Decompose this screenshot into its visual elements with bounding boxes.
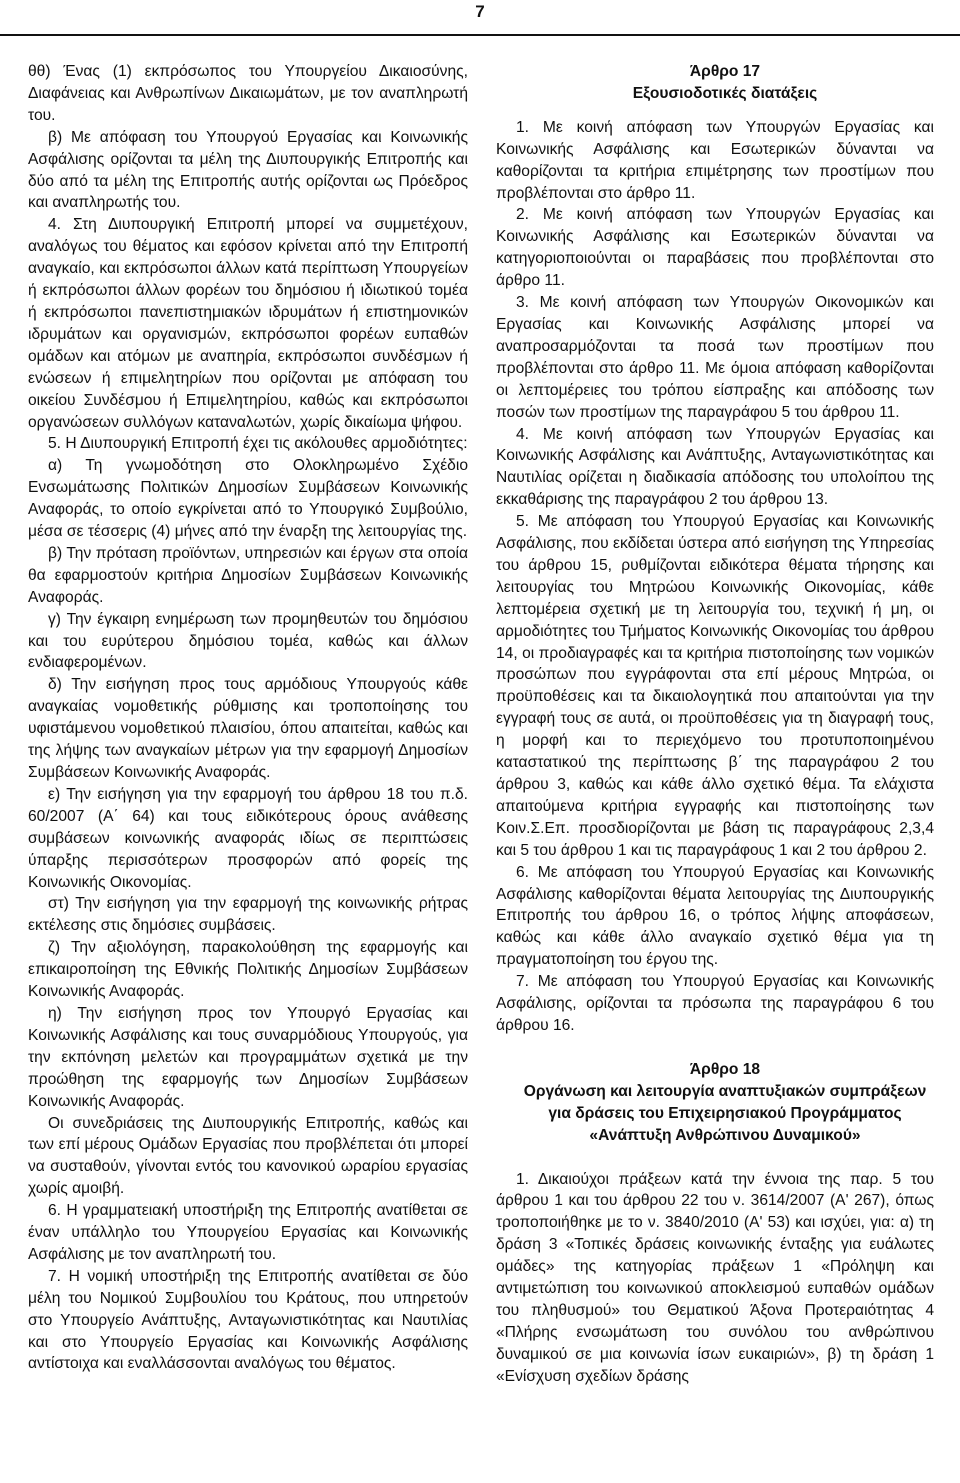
paragraph: 1. Δικαιούχοι πράξεων κατά την έννοια της παρ. 5 του άρθρου 1 και του άρθρου 22 του ν. 3614/2007 (Α' 267), όπως τροποποιήθηκε με το ν. 3840/2010 (Α' 53) και ισχύει, για: α) τη δράση 3 «Τοπικές δράσεις κοινωνικής ένταξης για ευάλωτες ομάδες» της κατηγορίας πράξεων 1 «Πρόληψη και αντιμετώπιση του κοινωνικού αποκλεισμού ευπαθών ομάδων του πληθυσμού» του Θεματικού Άξονα Προτεραιότητας 4 «Πλήρης ενσωμάτωση του συνόλου του ανθρώπινου δυναμικού σε μια κοινωνία ίσων ευκαιριών», β) τη δράση 1 «Ενίσχυση σχεδίων δράσης: [496, 1170, 934, 1385]
spacer: [496, 1147, 934, 1169]
paragraph: 7. Η νομική υποστήριξη της Επιτροπής ανατίθεται σε δύο μέλη του Νομικού Συμβουλίου του Κράτους, που υπηρετούν στο Υπουργείο Ανάπτυξης, Ανταγωνιστικότητας και Ναυτιλίας και στο Υπουργείο Εργασίας και Κοινωνικής Ασφάλισης αντίστοιχα και εναλλάσσονται αναλόγως του θέματος.: [28, 1267, 468, 1373]
paragraph: 1. Με κοινή απόφαση των Υπουργών Εργασίας και Κοινωνικής Ασφάλισης και Εσωτερικών δύνανται να καθορίζονται τα κριτήρια επιμέτρησης των προστίμων που προβλέπονται στο άρθρο 11.: [496, 118, 934, 202]
article-17-title: Εξουσιοδοτικές διατάξεις: [632, 84, 818, 102]
paragraph: στ) Την εισήγηση για την εφαρμογή της κοινωνικής ρήτρας εκτέλεσης στις δημόσιες συμβάσεις.: [28, 895, 468, 935]
left-column: [28, 61, 468, 1375]
paragraph: 4. Στη Διυπουργική Επιτροπή μπορεί να συμμετέχουν, αναλόγως του θέματος και εφόσον κρίνεται από την Επιτροπή αναγκαίο, και εκπρόσωποι άλλων κατά περίπτωση Υπουργείων ή εκπρόσωποι άλλων φορέων του δημόσιου ή ιδιωτικού τομέα ή εκπρόσωποι πανεπιστημιακών ιδρυμάτων ή επιστημονικών ιδρυμάτων και οργανισμών, εκπρόσωποι φορέων ευπαθών ομάδων και ατόμων με αναπηρία, εκπρόσωποι συνδέσμων ή ενώσεων ή επιμελητηρίων που ορίζονται με απόφαση του οικείου Συνδέσμου ή Επιμελητηρίου, καθώς και εκπρόσωποι οργανώσεων συλλόγων καταναλωτών, χωρίς δικαίωμα ψήφου.: [28, 216, 468, 431]
paragraph: β) Την πρόταση προϊόντων, υπηρεσιών και έργων στα οποία θα εφαρμοστούν κριτήρια Δημοσίων Συμβάσεων Κοινωνικής Αναφοράς.: [28, 544, 468, 606]
paragraph: 4. Με κοινή απόφαση των Υπουργών Εργασίας και Κοινωνικής Ασφάλισης και Ανάπτυξης, Ανταγωνιστικότητας και Ναυτιλίας ορίζεται η διαδικασία απόδοσης του υπολοίπου της εκκαθάρισης της παραγράφου 2 του άρθρου 13.: [496, 425, 934, 509]
page-number: 7: [475, 2, 485, 21]
article-18-title-line: Οργάνωση και λειτουργία αναπτυξιακών συμπράξεων: [523, 1082, 927, 1100]
paragraph: α) Τη γνωμοδότηση στο Ολοκληρωμένο Σχέδιο Ενσωμάτωσης Πολιτικών Δημοσίων Συμβάσεων Κοινωνικής Αναφοράς, το οποίο εγκρίνεται από το Υπουργικό Συμβούλιο, μέσα σε τέσσερις (4) μήνες από την έναρξη της λειτουργίας της.: [28, 457, 468, 541]
article-18-title-line: «Ανάπτυξη Ανθρώπινου Δυναμικού»: [589, 1126, 861, 1144]
paragraph: η) Την εισήγηση προς τον Υπουργό Εργασίας και Κοινωνικής Ασφάλισης και τους συναρμόδιους Υπουργούς, για την εκπόνηση μελετών και προγραμμάτων σχετικά με την προώθηση της εφαρμογής των Δημοσίων Συμβάσεων Κοινωνικής Αναφοράς.: [28, 1004, 468, 1110]
right-column: [496, 61, 934, 1388]
paragraph: ε) Την εισήγηση για την εφαρμογή του άρθρου 18 του π.δ. 60/2007 (Α΄ 64) και τους ειδικότερους όρους ανάθεσης συμβάσεων κοινωνικής αναφοράς ιδίως σε περιπτώσεις ύπαρξης περισσότερων προσφορών από φορείς της Κοινωνικής Οικονομίας.: [28, 785, 468, 891]
spacer: [496, 1037, 934, 1059]
header-rule: [0, 34, 960, 36]
paragraph: 3. Με κοινή απόφαση των Υπουργών Οικονομικών και Εργασίας και Κοινωνικής Ασφάλισης μπορεί να αναπροσαρμόζονται τα ποσά των προστίμων που προβλέπονται στο άρθρο 11. Με όμοια απόφαση καθορίζονται οι λεπτομέρειες του τρόπου είσπραξης και απόδοσης των ποσών των προστίμων της παραγράφου 5 του άρθρου 11.: [496, 294, 934, 421]
paragraph: 6. Η γραμματειακή υποστήριξη της Επιτροπής ανατίθεται σε έναν υπάλληλο του Υπουργείου Εργασίας και Κοινωνικής Ασφάλισης με τον αναπληρωτή του.: [28, 1202, 468, 1263]
paragraph: 5. Η Διυπουργική Επιτροπή έχει τις ακόλουθες αρμοδιότητες:: [48, 435, 468, 453]
paragraph: γ) Την έγκαιρη ενημέρωση των προμηθευτών του δημόσιου και του ευρύτερου δημόσιου τομέα, καθώς και άλλων ενδιαφερομένων.: [28, 610, 468, 672]
paragraph: 7. Με απόφαση του Υπουργού Εργασίας και Κοινωνικής Ασφάλισης, ορίζονται τα πρόσωπα της παραγράφου 6 του άρθρου 16.: [496, 973, 934, 1034]
paragraph: ζ) Την αξιολόγηση, παρακολούθηση της εφαρμογής και επικαιροποίηση της Εθνικής Πολιτικής Δημοσίων Συμβάσεων Κοινωνικής Αναφοράς.: [28, 939, 468, 1001]
article-18-title-line: για δράσεις του Επιχειρησιακού Προγράμματος: [548, 1104, 902, 1122]
paragraph: Οι συνεδριάσεις της Διυπουργικής Επιτροπής, καθώς και των επί μέρους Ομάδων Εργασίας που προβλέπεται ότι μπορεί να συσταθούν, γίνονται εντός του κανονικού ωραρίου εργασίας χωρίς αμοιβή.: [28, 1114, 468, 1198]
paragraph: δ) Την εισήγηση προς τους αρμόδιους Υπουργούς κάθε αναγκαίας νομοθετικής ρύθμισης και τροποποίησης του υφιστάμενου νομοθετικού πλαισίου, όπου απαιτείται, καθώς και της λήψης των αναγκαίων μέτρων για την εφαρμογή Δημοσίων Συμβάσεων Κοινωνικής Αναφοράς.: [28, 676, 468, 781]
paragraph: 5. Με απόφαση του Υπουργού Εργασίας και Κοινωνικής Ασφάλισης, που εκδίδεται ύστερα από εισήγηση της Υπηρεσίας του άρθρου 15, ρυθμίζονται ειδικότερα θέματα τήρησης και λειτουργίας του Μητρώου Κοινωνικής Οικονομίας, κάθε λεπτομέρεια σχετική με τη λειτουργία του, τεχνική ή μη, οι αρμοδιότητες του Τμήματος Κοινωνικής Οικονομίας του άρθρου 14, οι προδιαγραφές και τα κριτήρια πιστοποίησης των νομικών προσώπων που εγγράφονται στα επί μέρους Μητρώα, οι προϋποθέσεις και τα δικαιολογητικά που απαιτούνται για την εγγραφή τους σε αυτά, οι προϋποθέσεις για τη διαγραφή τους, η μορφή και το περιεχόμενο του προτυποποιημένου καταστατικού της περίπτωσης β΄ της παραγράφου 2 του άρθρου 3, καθώς και κάθε άλλο σχετικό θέμα. Τα ελάχιστα απαιτούμενα κριτήρια εγγραφής και πιστοποίησης των Κοιν.Σ.Επ. προσδιορίζονται με βάση τις παραγράφους 2,3,4 και 5 του άρθρου 1 και τις παραγράφους 1 και 2 του άρθρου 2.: [496, 513, 934, 859]
paragraph: θθ) Ένας (1) εκπρόσωπος του Υπουργείου Δικαιοσύνης, Διαφάνειας και Ανθρωπίνων Δικαιωμάτων, με τον αναπληρωτή του.: [28, 63, 468, 124]
spacer: [496, 105, 934, 117]
paragraph: β) Με απόφαση του Υπουργού Εργασίας και Κοινωνικής Ασφάλισης ορίζονται τα μέλη της Διυπουργικής Επιτροπής και δύο από τα μέλη της Επιτροπής αυτής ορίζονται ως Πρόεδρος και αναπληρωτής του.: [28, 128, 468, 212]
paragraph: 2. Με κοινή απόφαση των Υπουργών Εργασίας και Κοινωνικής Ασφάλισης και Εσωτερικών δύνανται να κατηγοριοποιούνται οι παραβάσεις που προβλέπονται στο άρθρο 11.: [496, 206, 934, 290]
article-18-heading: Άρθρο 18: [689, 1060, 761, 1078]
paragraph: 6. Με απόφαση του Υπουργού Εργασίας και Κοινωνικής Ασφάλισης καθορίζονται θέματα λειτουργίας της Διυπουργικής Επιτροπής του άρθρου 16, ο τρόπος λήψης αποφάσεων, καθώς και κάθε άλλο αναγκαίο σχετικό θέμα για τη πραγματοποίηση του έργου της.: [496, 863, 934, 969]
article-17-heading: Άρθρο 17: [689, 63, 761, 80]
